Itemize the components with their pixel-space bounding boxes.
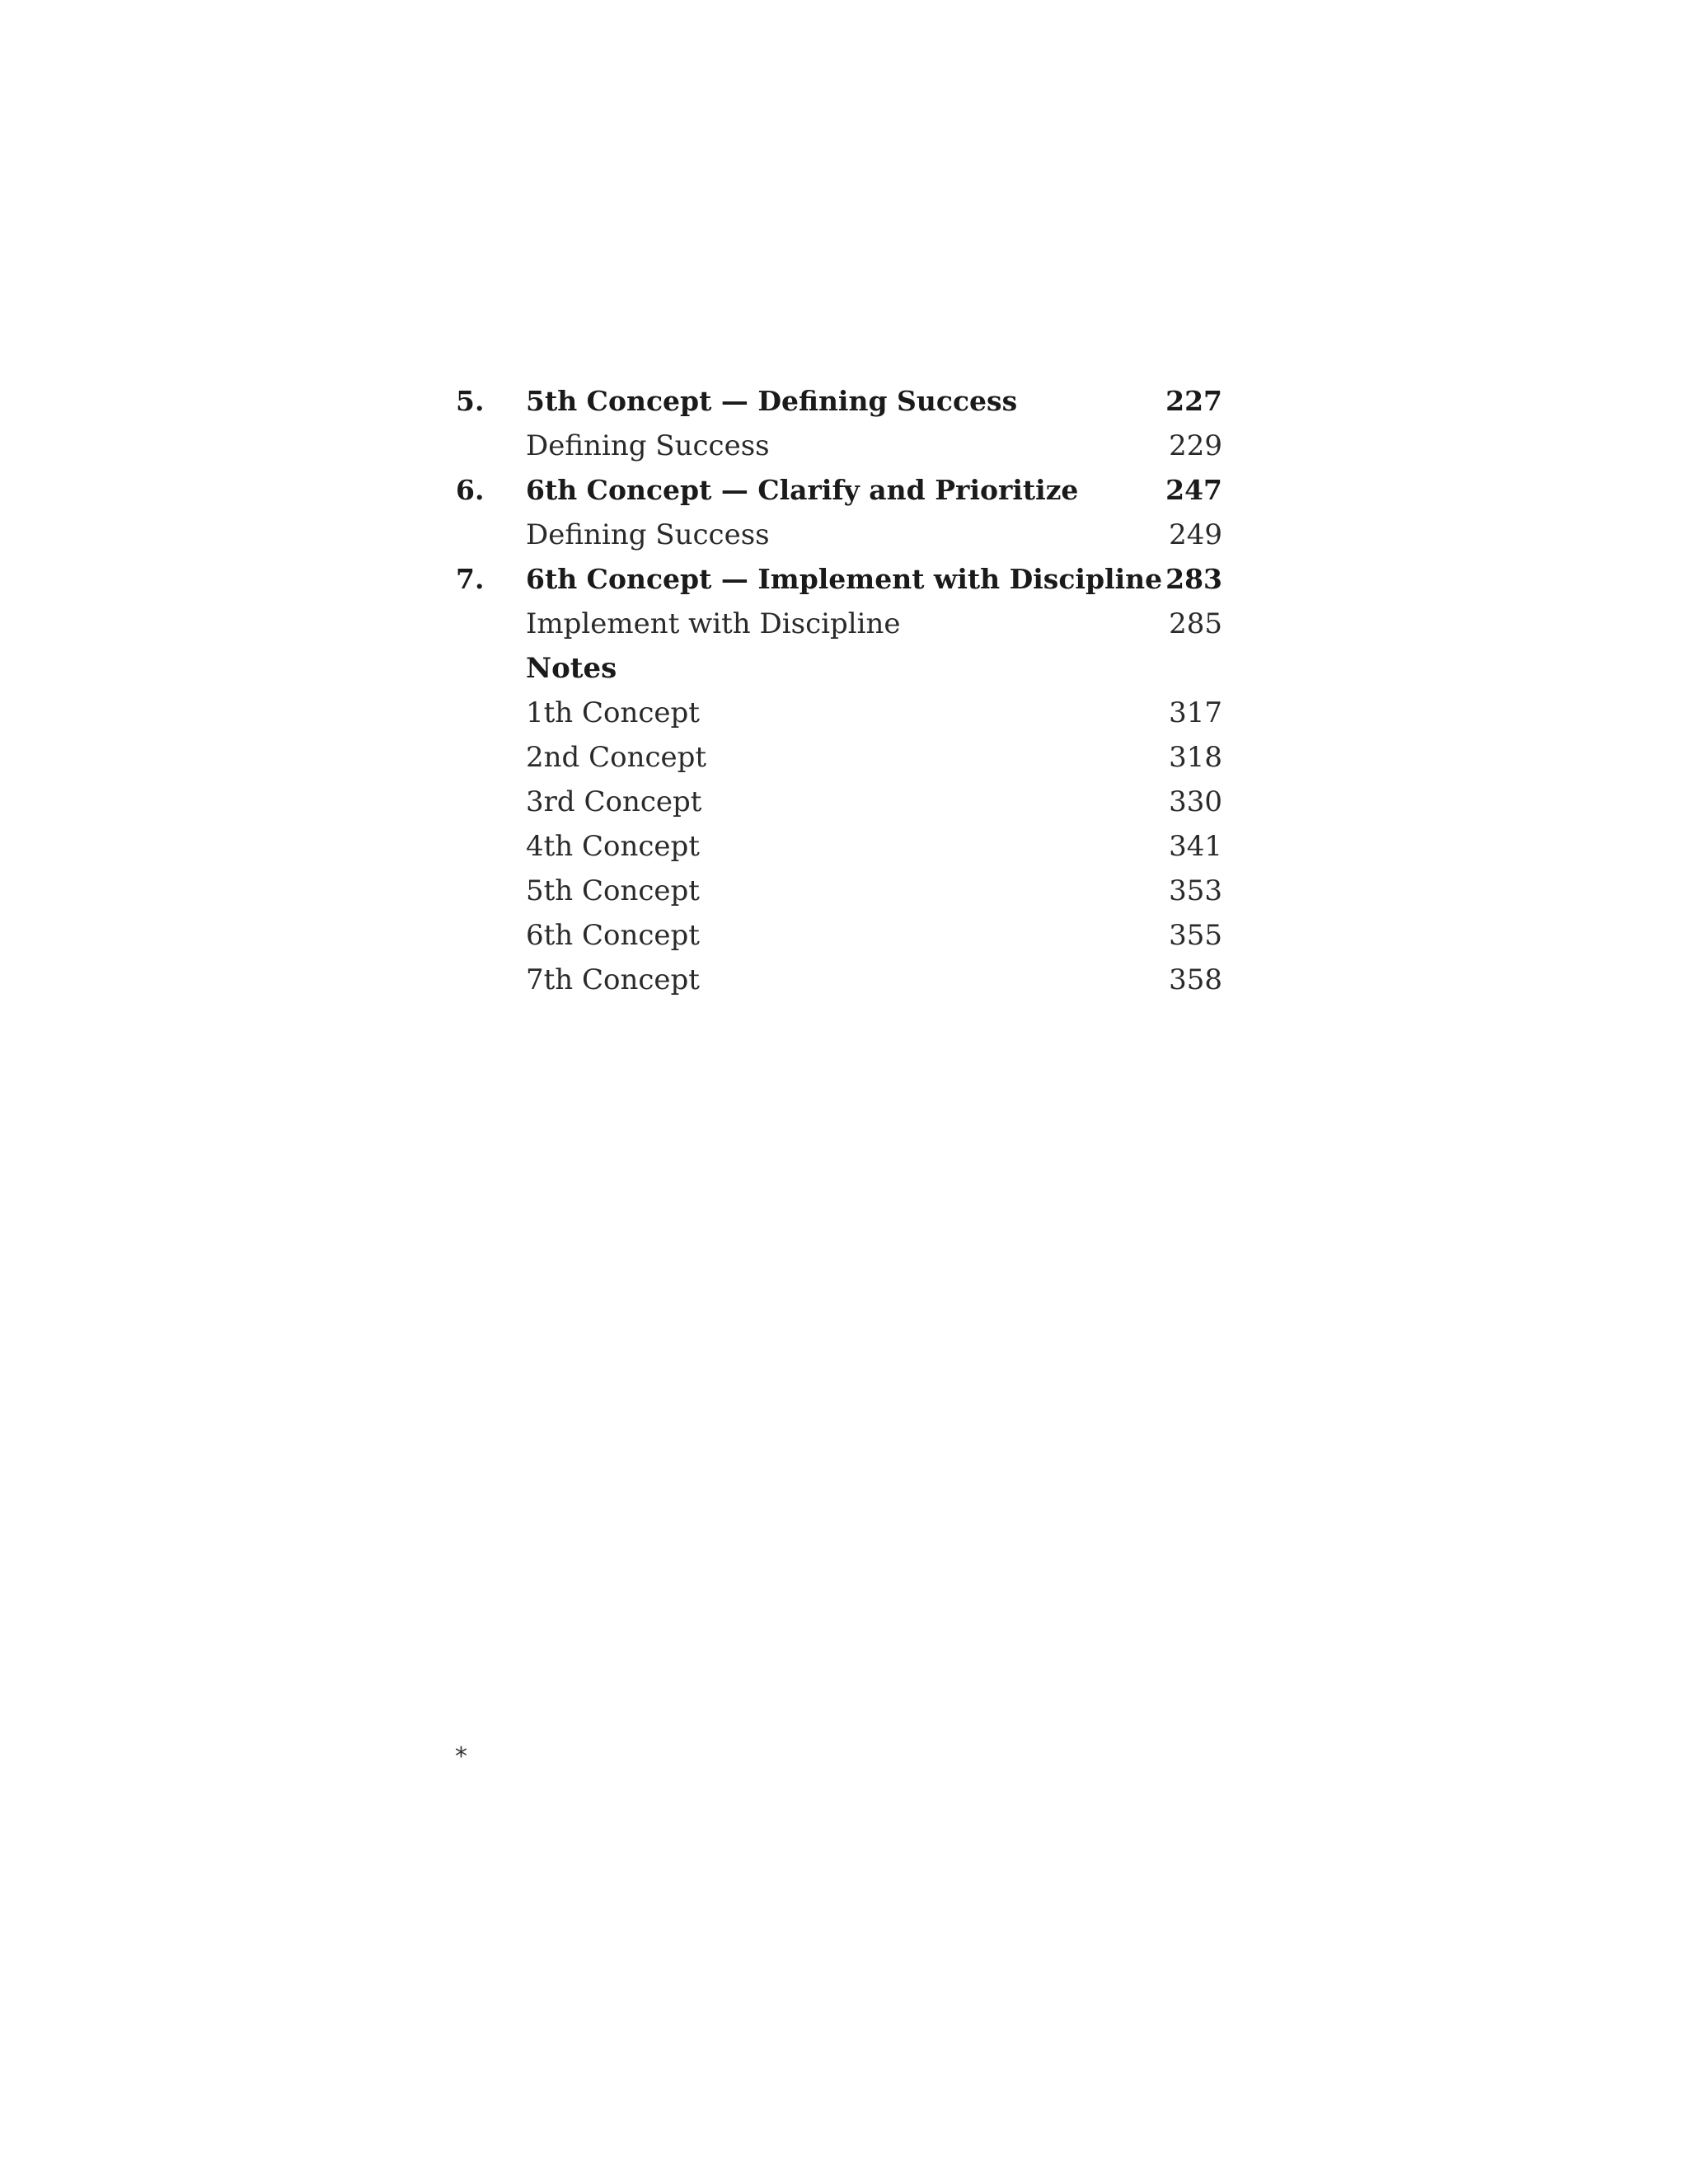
toc-entry-title: 3rd Concept (526, 785, 702, 818)
toc-entry-title: 4th Concept (526, 830, 700, 863)
toc-entry-title: 1th Concept (526, 696, 700, 729)
toc-page-number: 249 (1169, 518, 1222, 551)
toc-page-number: 318 (1169, 741, 1222, 774)
toc-row (456, 424, 1222, 468)
toc-chapter-number: 6. (456, 474, 485, 506)
toc-entry-title: Defining Success (526, 518, 770, 551)
toc-entry-title: Defining Success (526, 429, 770, 462)
toc-page-number: 317 (1169, 696, 1222, 729)
toc-row (456, 468, 1222, 513)
toc-chapter-number: 7. (456, 563, 485, 595)
toc-page-number: 341 (1169, 830, 1222, 863)
toc-entry-title: 7th Concept (526, 963, 700, 996)
toc-entry-title: 2nd Concept (526, 741, 707, 774)
toc-section-heading: Notes (526, 652, 617, 685)
toc-row (456, 691, 1222, 735)
toc-row (456, 913, 1222, 958)
toc-row (456, 557, 1222, 602)
toc-entry-title: 5th Concept — Defining Success (526, 385, 1018, 417)
toc-entry-title: Implement with Discipline (526, 607, 901, 640)
toc-entry-title: 6th Concept (526, 919, 700, 952)
toc-page-number: 229 (1169, 429, 1222, 462)
toc-chapter-number: 5. (456, 385, 485, 417)
toc-entry-title: 6th Concept — Implement with Discipline (526, 563, 1163, 595)
footer-asterisk-mark: * (455, 1742, 467, 1771)
toc-entry-title: 5th Concept (526, 874, 700, 907)
toc-page-number: 285 (1169, 607, 1222, 640)
toc-row (456, 958, 1222, 1002)
toc-entry-title: 6th Concept — Clarify and Prioritize (526, 474, 1079, 506)
toc-row (456, 513, 1222, 557)
toc-row (456, 824, 1222, 869)
toc-row (456, 379, 1222, 424)
toc-page-number: 283 (1165, 563, 1222, 595)
toc-page-number: 247 (1165, 474, 1222, 506)
toc-row (456, 735, 1222, 780)
toc-row (456, 780, 1222, 824)
toc-page-number: 353 (1169, 874, 1222, 907)
toc-page-number: 330 (1169, 785, 1222, 818)
toc-page-number: 358 (1169, 963, 1222, 996)
toc-row (456, 646, 1222, 691)
toc-row (456, 602, 1222, 646)
toc-page-number: 355 (1169, 919, 1222, 952)
toc-page-number: 227 (1165, 385, 1222, 417)
table-of-contents (456, 379, 1222, 1002)
toc-row (456, 869, 1222, 913)
